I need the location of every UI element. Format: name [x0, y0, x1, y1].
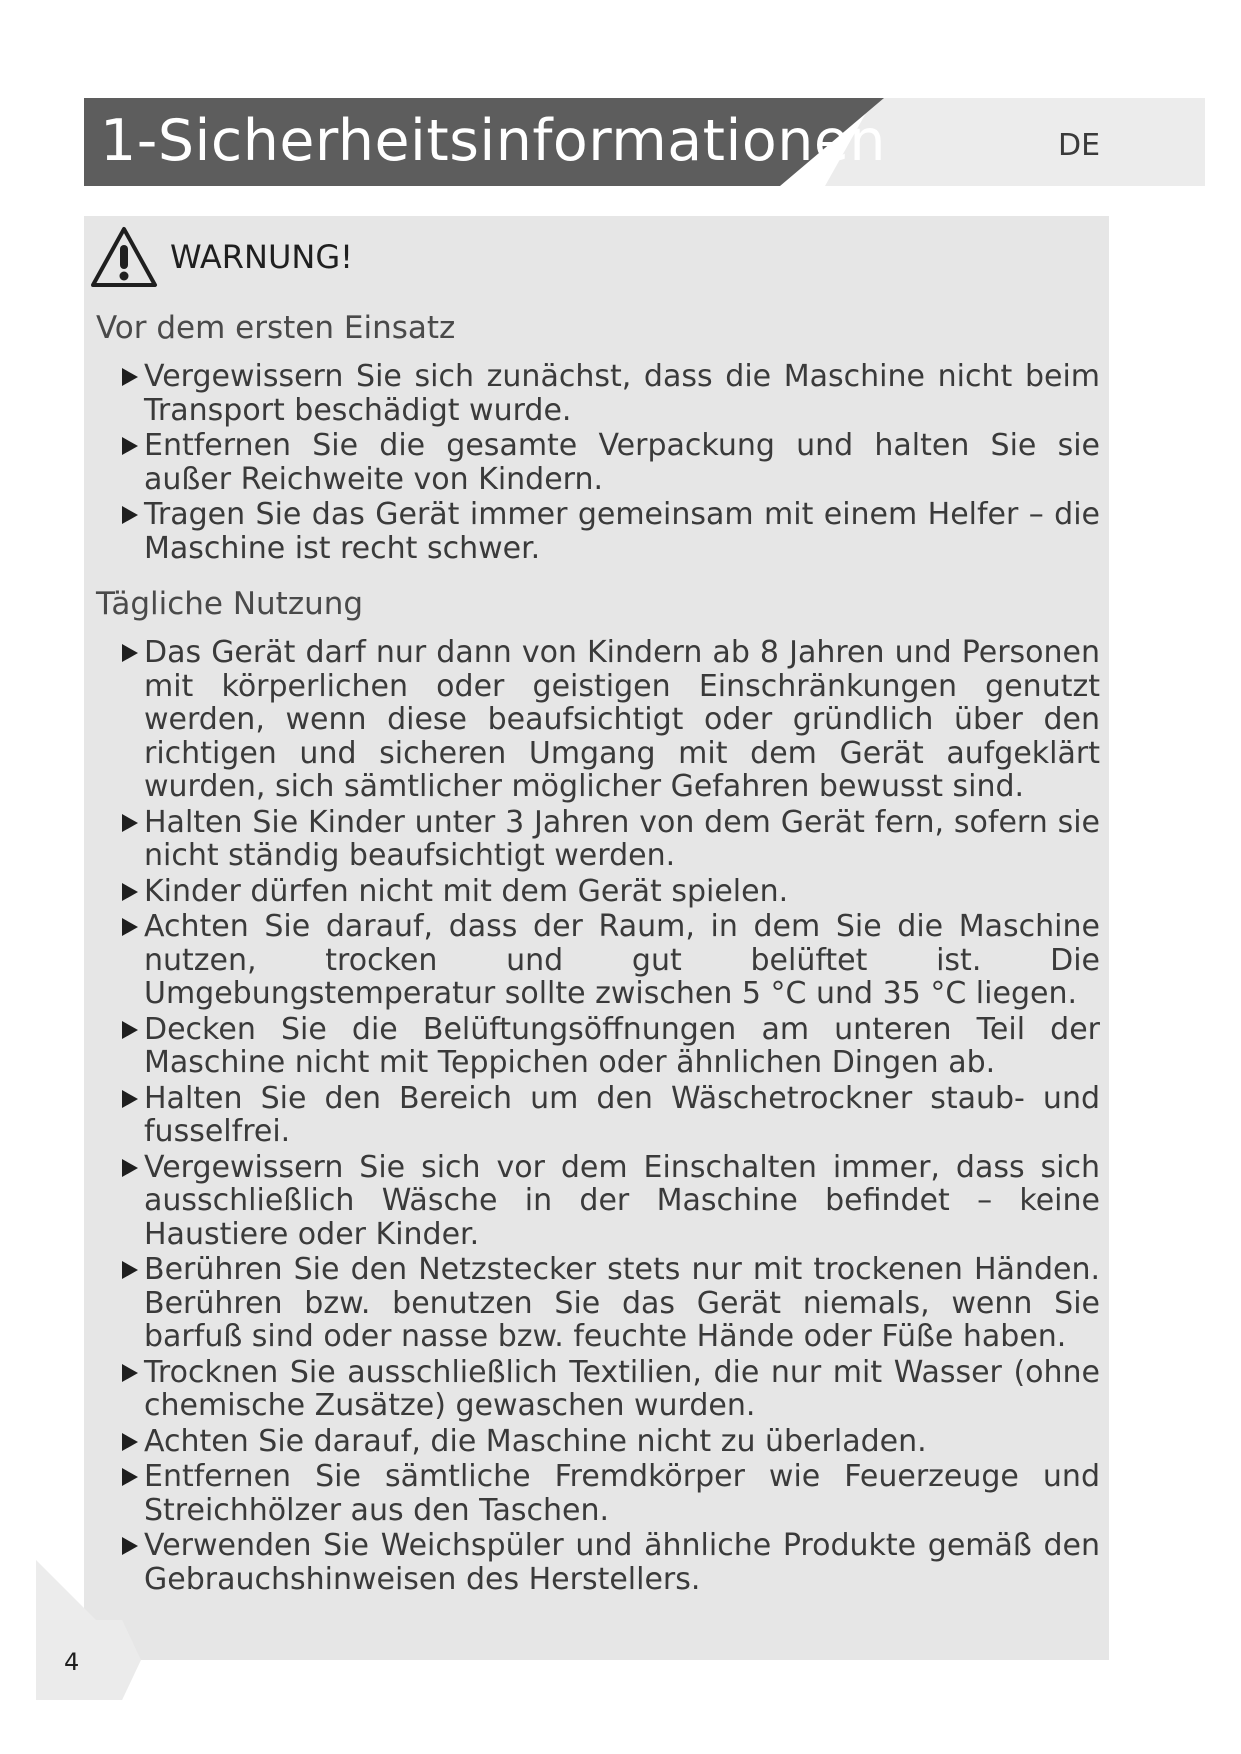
bullet-arrow-icon [122, 1261, 138, 1279]
bullet-arrow-icon [122, 1468, 138, 1486]
bullet-arrow-icon [122, 437, 138, 455]
list-item: Entfernen Sie die gesamte Verpackung und halten Sie sie außer Reichweite von Kindern. [116, 429, 1100, 496]
list-item: Halten Sie den Bereich um den Wäschetrockner staub- und fusselfrei. [116, 1082, 1100, 1149]
bullet-arrow-icon [122, 1021, 138, 1039]
list-item: Decken Sie die Belüftungsöffnungen am unteren Teil der Maschine nicht mit Teppichen oder ähnlichen Dingen ab. [116, 1013, 1100, 1080]
bullet-list-daily-use [116, 636, 1100, 1598]
list-item: Achten Sie darauf, dass der Raum, in dem Sie die Maschine nutzen, trocken und gut belüftet ist. Die Umgebungstemperatur sollte zwischen 5 °C und 35 °C liegen. [116, 910, 1100, 1011]
list-item: Tragen Sie das Gerät immer gemeinsam mit einem Helfer – die Maschine ist recht schwer. [116, 498, 1100, 565]
bullet-arrow-icon [122, 814, 138, 832]
bullet-arrow-icon [122, 1090, 138, 1108]
list-item: Vergewissern Sie sich vor dem Einschalten immer, dass sich ausschließlich Wäsche in der Maschine befindet – keine Haustiere oder Kinder. [116, 1151, 1100, 1252]
list-item: Verwenden Sie Weichspüler und ähnliche Produkte gemäß den Gebrauchshinweisen des Herstellers. [116, 1529, 1100, 1596]
bullet-arrow-icon [122, 1364, 138, 1382]
bullet-arrow-icon [122, 644, 138, 662]
bullet-arrow-icon [122, 368, 138, 386]
list-item: Das Gerät darf nur dann von Kindern ab 8 Jahren und Personen mit körperlichen oder geistigen Einschränkungen genutzt werden, wenn diese beaufsichtigt oder gründlich über den richtigen und sicheren Umgang mit dem Gerät aufgeklärt wurden, sich sämtlicher möglicher Gefahren bewusst sind. [116, 636, 1100, 804]
warning-label: WARNUNG! [170, 238, 353, 276]
list-item: Entfernen Sie sämtliche Fremdkörper wie Feuerzeuge und Streichhölzer aus den Taschen. [116, 1460, 1100, 1527]
bullet-arrow-icon [122, 1159, 138, 1177]
list-item: Kinder dürfen nicht mit dem Gerät spielen. [116, 875, 1100, 909]
list-item: Trocknen Sie ausschließlich Textilien, die nur mit Wasser (ohne chemische Zusätze) gewaschen wurden. [116, 1356, 1100, 1423]
bullet-arrow-icon [122, 1433, 138, 1451]
list-item: Vergewissern Sie sich zunächst, dass die Maschine nicht beim Transport beschädigt wurde. [116, 360, 1100, 427]
bullet-arrow-icon [122, 918, 138, 936]
bullet-arrow-icon [122, 506, 138, 524]
section-heading-first-use: Vor dem ersten Einsatz [96, 310, 456, 346]
warning-triangle-icon [89, 225, 159, 289]
list-item: Berühren Sie den Netzstecker stets nur mit trockenen Händen. Berühren bzw. benutzen Sie das Gerät niemals, wenn Sie barfuß sind oder nasse bzw. feuchte Hände oder Füße haben. [116, 1253, 1100, 1354]
list-item: Achten Sie darauf, die Maschine nicht zu überladen. [116, 1425, 1100, 1459]
list-item: Halten Sie Kinder unter 3 Jahren von dem Gerät fern, sofern sie nicht ständig beaufsichtigt werden. [116, 806, 1100, 873]
section-heading-daily-use: Tägliche Nutzung [96, 586, 364, 622]
page-title: 1-Sicherheitsinformationen [100, 108, 887, 174]
page-number-tab [36, 1620, 141, 1700]
page-number: 4 [64, 1648, 80, 1676]
bullet-arrow-icon [122, 1537, 138, 1555]
bullet-list-first-use [116, 360, 1100, 567]
bullet-arrow-icon [122, 883, 138, 901]
language-label: DE [1058, 128, 1101, 163]
